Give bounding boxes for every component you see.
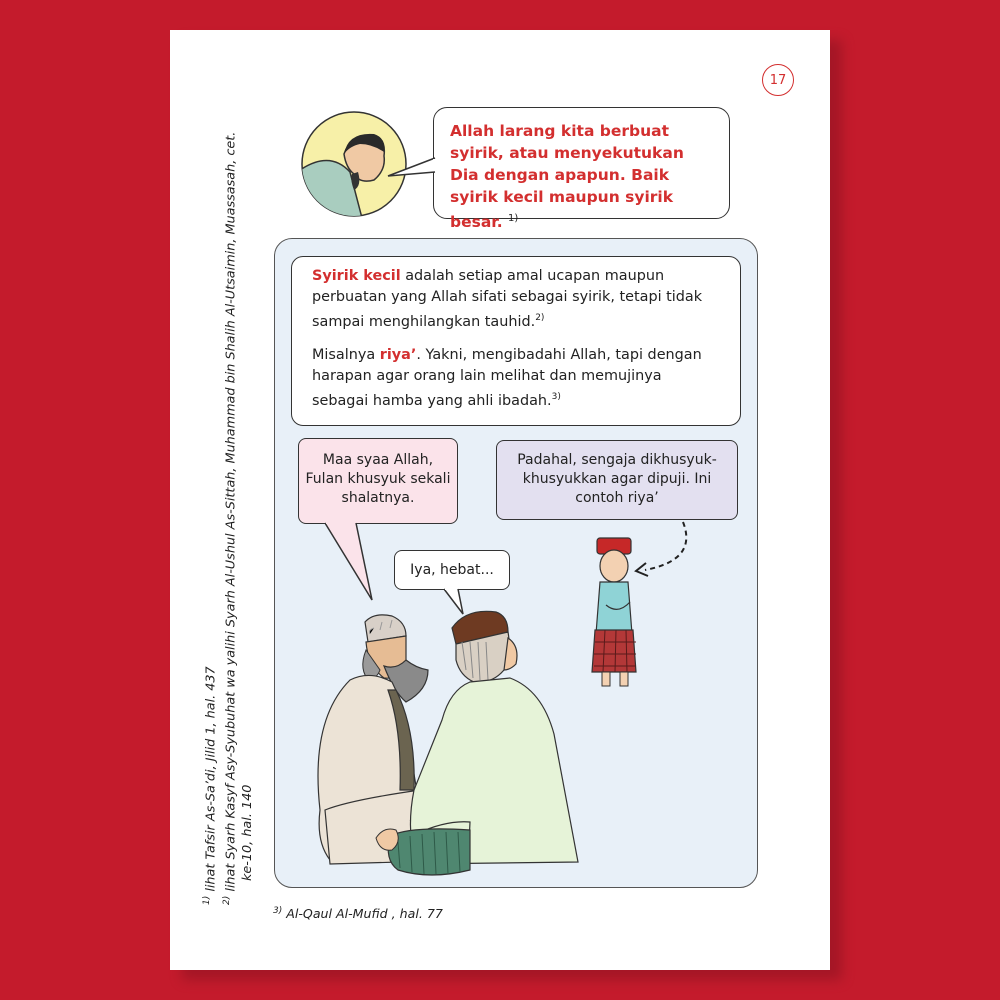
footnote-3: $^{3)}$ Al-Qaul Al-Mufid , hal. 77 (273, 906, 443, 922)
footnote-2-cont: ke-10, hal. 140 (239, 784, 255, 881)
term-syirik-kecil: Syirik kecil (312, 268, 401, 284)
person-bowing-icon (300, 110, 408, 218)
book-page (170, 30, 830, 970)
explanation-paragraph-2: Misalnya riya’. Yakni, mengibadahi Allah, tapi dengan harapan agar orang lain melihat dan memujinya sebagai hamba yang ahli ibadah.$^{3)}$ (312, 346, 702, 409)
speech-bubble-young-man: Iya, hebat... (394, 550, 510, 590)
footnote-2: $^{2)}$ lihat Syarh Kasyf Asy-Syubuhat wa yalihi Syarh Al-Ushul As-Sittah, Muhammad bin Shalih Al-Utsaimin, Muassasah, cet. (222, 131, 239, 905)
explanation-paragraph-1: Syirik kecil adalah setiap amal ucapan maupun perbuatan yang Allah sifati sebagai syirik, tetapi tidak sampai menghilangkan tauhid.$^{2)}$ (312, 268, 703, 330)
footnote-1: $^{1)}$ lihat Tafsir As-Sa’di, Jilid 1, hal. 437 (202, 666, 219, 905)
speech-bubble-narrator: Padahal, sengaja dikhusyuk-khusyukkan agar dipuji. Ini contoh riya’ (496, 440, 738, 520)
term-riya: riya’ (379, 346, 417, 363)
explanation-box (291, 256, 741, 426)
speech-bubble-old-man: Maa syaa Allah, Fulan khusyuk sekali shalatnya. (298, 438, 458, 524)
top-bubble-text: Allah larang kita berbuat syirik, atau menyekutukan Dia dengan apapun. Baik syirik kecil maupun syirik besar. (450, 122, 684, 232)
footnotes-vertical (199, 131, 279, 905)
page-number: 17 (762, 64, 794, 96)
top-speech-bubble (433, 107, 730, 232)
top-bubble-note: 1) (508, 213, 519, 224)
